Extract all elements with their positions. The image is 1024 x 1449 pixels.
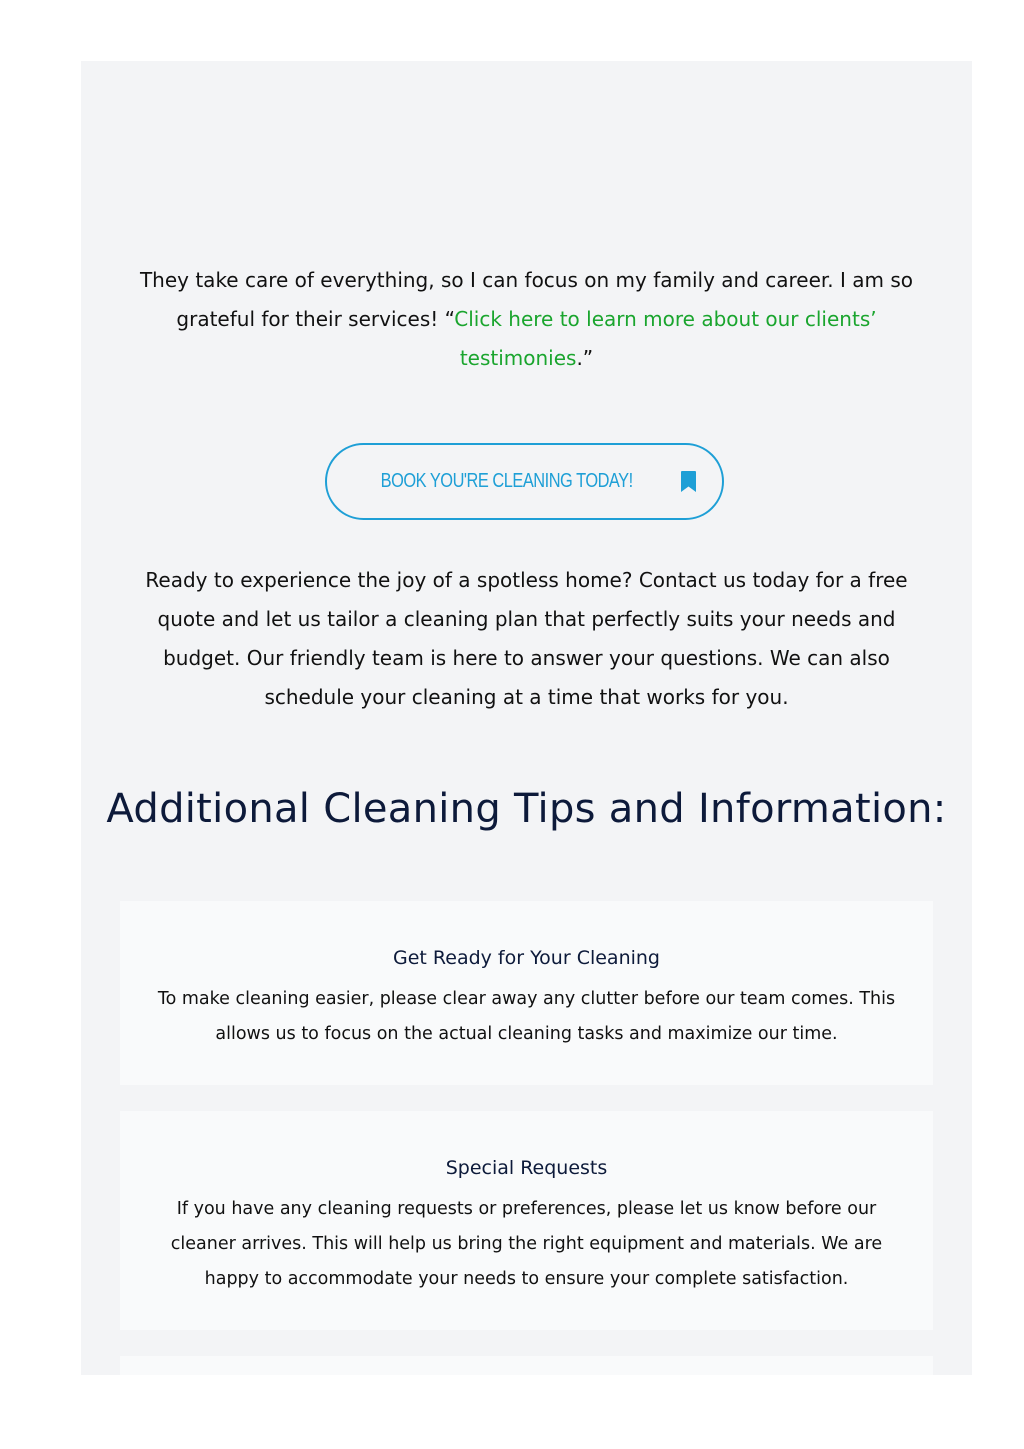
book-cleaning-label: BOOK YOU'RE CLEANING TODAY!	[380, 470, 634, 492]
cta-container	[325, 443, 724, 520]
book-cleaning-button[interactable]	[325, 443, 724, 520]
tip-card	[120, 1111, 933, 1330]
tip-card-title: Get Ready for Your Cleaning	[393, 947, 660, 969]
tip-card-title: Special Requests	[445, 1157, 608, 1179]
tip-card-body: To make cleaning easier, please clear away any clutter before our team comes. This allows us to focus on the actual cleaning tasks and maximize our time.	[157, 989, 896, 1044]
contact-paragraph: Ready to experience the joy of a spotless home? Contact us today for a free quote and let us tailor a cleaning plan that perfectly suits your needs and budget. Our friendly team is here to answer your questions. We can also schedule your cleaning at a time that works for you.	[145, 568, 908, 709]
testimonial-quote	[121, 261, 932, 378]
testimonial-text-end: .”	[576, 346, 594, 370]
testimonial-text: They take care of everything, so I can focus on my family and career. I am so grateful for their services! “	[139, 268, 914, 331]
section-heading: Additional Cleaning Tips and Information:	[106, 786, 947, 832]
tip-card-partial	[120, 1356, 933, 1375]
tip-card-body: If you have any cleaning requests or preferences, please let us know before our cleaner arrives. This will help us bring the right equipment and materials. We are happy to accommodate your needs to ensure your complete satisfaction.	[170, 1199, 883, 1289]
content-panel	[81, 61, 972, 1375]
testimonials-link[interactable]: Click here to learn more about our clients’ testimonies	[454, 307, 877, 370]
bookmark-icon	[681, 471, 696, 492]
tip-card	[120, 901, 933, 1085]
